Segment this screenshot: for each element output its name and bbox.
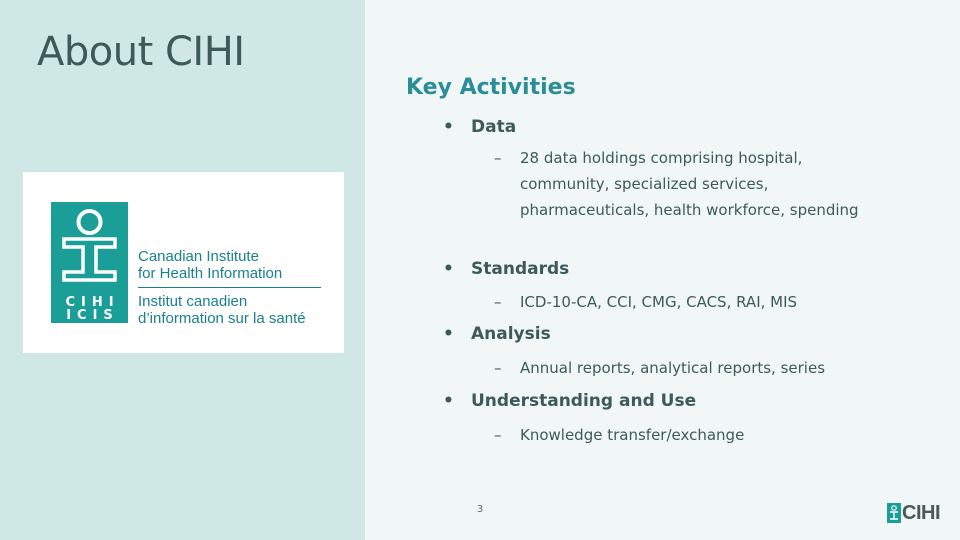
sub-item-text: 28 data holdings comprising hospital, community, specialized services, pharmaceuticals, health workforce, spending <box>520 149 859 219</box>
cihi-mark-icon <box>887 503 901 523</box>
sub-item-text: ICD-10-CA, CCI, CMG, CACS, RAI, MIS <box>520 293 798 311</box>
dash-icon: – <box>494 359 502 377</box>
bullet-label: Data <box>471 117 517 137</box>
logo-name-en-line2: for Health Information <box>138 265 283 282</box>
logo-name-fr-line2: d’information sur la santé <box>138 310 306 327</box>
logo-emblem <box>51 202 128 323</box>
bullet-icon: • <box>443 259 454 279</box>
bullet-icon: • <box>443 117 454 137</box>
sub-item-text: Knowledge transfer/exchange <box>520 426 745 444</box>
dash-icon: – <box>494 149 502 167</box>
bullet-label: Analysis <box>471 324 551 344</box>
logo-divider <box>138 287 321 288</box>
logo-name-fr-line1: Institut canadien <box>138 293 248 310</box>
bullet-icon: • <box>443 324 454 344</box>
dash-icon: – <box>494 293 502 311</box>
person-icon <box>51 202 128 292</box>
logo-emblem-acronym-fr: ICIS <box>66 308 119 323</box>
logo-name-en-line1: Canadian Institute <box>138 248 259 265</box>
bullet-icon: • <box>443 391 454 411</box>
person-icon <box>887 503 901 523</box>
cihi-logo <box>23 172 344 353</box>
bullet-label: Understanding and Use <box>471 391 697 411</box>
logo-emblem-acronym-en: CIHI <box>65 295 120 310</box>
footer-logo <box>887 502 942 524</box>
section-heading: Key Activities <box>406 75 576 100</box>
footer-brand-text: CIHI <box>902 502 940 524</box>
bullet-label: Standards <box>471 259 570 279</box>
dash-icon: – <box>494 426 502 444</box>
sub-item-text: Annual reports, analytical reports, series <box>520 359 826 377</box>
slide-title: About CIHI <box>37 29 245 75</box>
page-number: 3 <box>476 504 484 515</box>
